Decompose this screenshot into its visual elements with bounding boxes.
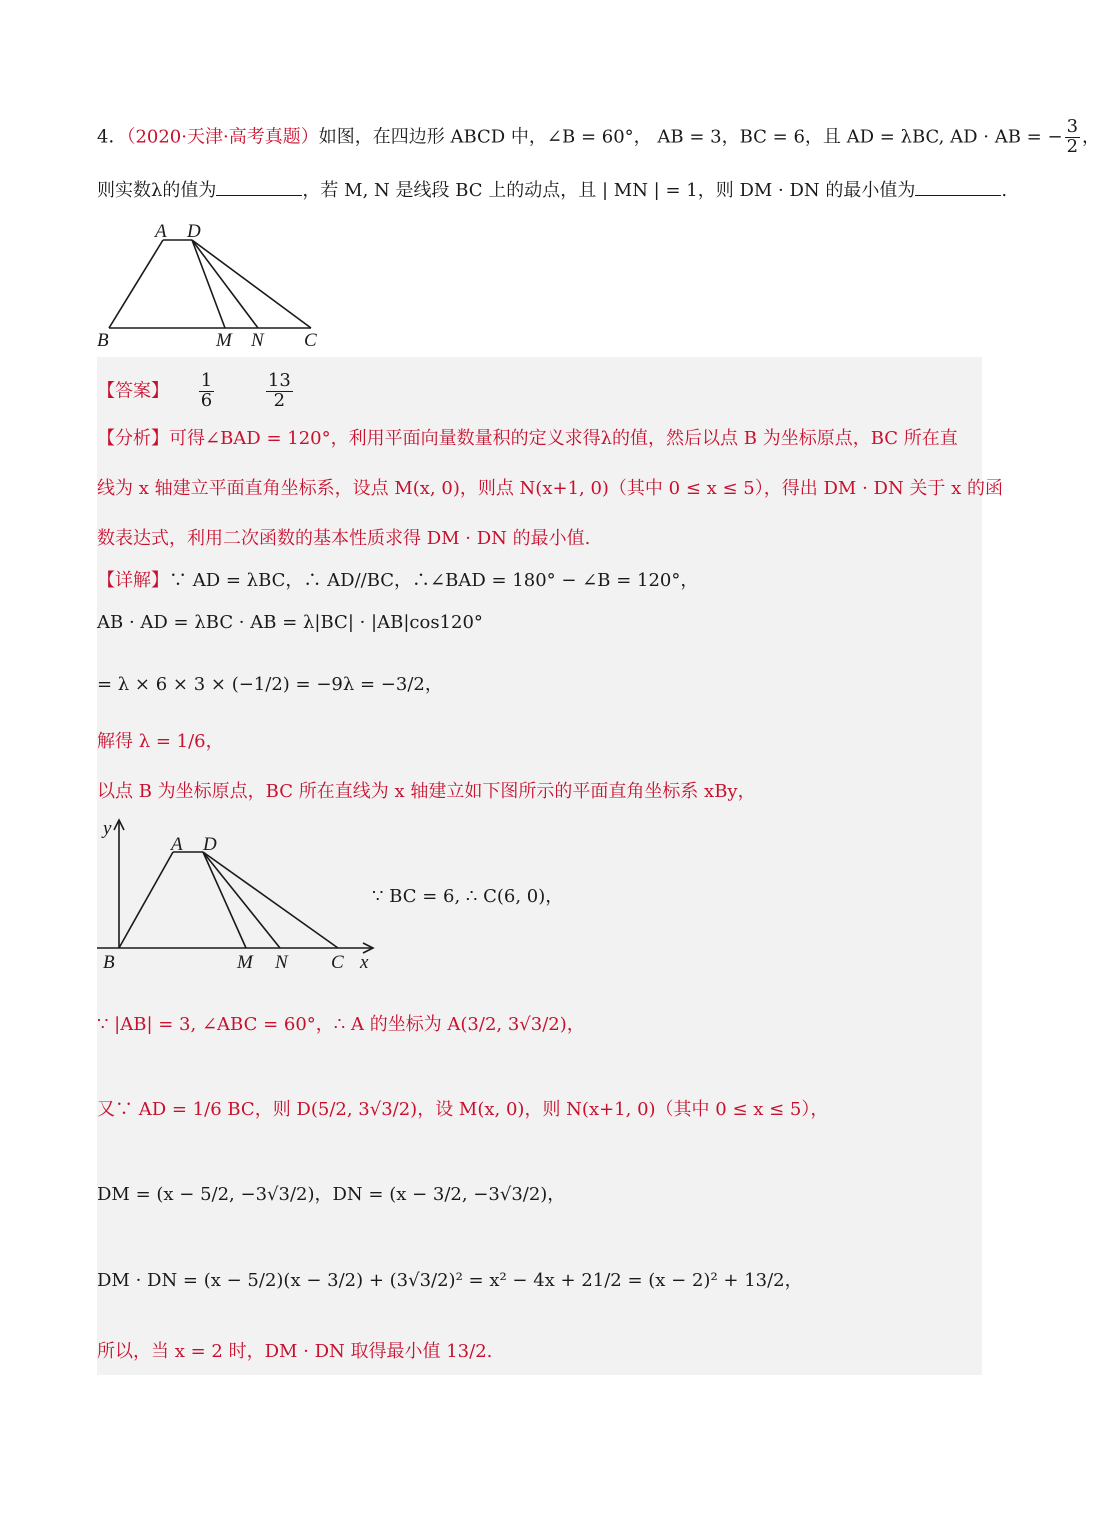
question-source: （2020·天津·高考真题）	[126, 126, 319, 148]
answer-row	[97, 372, 295, 411]
detail-line-6: ∵ BC = 6, ∴ C(6, 0)，	[372, 886, 564, 907]
answer-blank-2	[915, 194, 1001, 196]
answer-label: 【答案】	[97, 380, 169, 402]
label-B: B	[97, 330, 109, 351]
question-number: 4．	[97, 126, 127, 148]
detail-line-7: ∵ |AB| = 3, ∠ABC = 60°，∴ A 的坐标为 A(3/2, 3√3/2)，	[97, 1014, 585, 1035]
question-fraction: $\frac{3}{2}$	[1066, 116, 1079, 157]
axis-y-label: y	[103, 818, 112, 839]
label2-M: M	[237, 952, 253, 973]
label-A: A	[155, 221, 167, 242]
label-C: C	[304, 330, 317, 351]
label2-A: A	[171, 834, 183, 855]
analysis-line-2: 线为 x 轴建立平面直角坐标系，设点 M(x, 0)，则点 N(x+1, 0)（其中 0 ≤ x ≤ 5），得出 DM · DN 关于 x 的函	[97, 478, 1004, 499]
detail-line-8: 又∵ AD = 1/6 BC，则 D(5/2, 3√3/2)，设 M(x, 0)，则 N(x+1, 0)（其中 0 ≤ x ≤ 5），	[97, 1099, 829, 1120]
detail-line-3: = λ × 6 × 3 × (−1/2) = −9λ = −3/2，	[97, 674, 443, 695]
detail-line-11: 所以，当 x = 2 时，DM · DN 取得最小值 13/2.	[97, 1341, 493, 1362]
answer-blank-1	[216, 194, 302, 196]
analysis-line-3: 数表达式，利用二次函数的基本性质求得 DM · DN 的最小值.	[97, 528, 591, 549]
detail-line-9: DM = (x − 5/2, −3√3/2)，DN = (x − 3/2, −3√3/2)，	[97, 1184, 566, 1205]
label-M: M	[216, 330, 232, 351]
detail-label: 【详解】	[97, 570, 169, 591]
detail-line-2: AB · AD = λBC · AB = λ|BC| · |AB|cos120°	[97, 612, 483, 633]
analysis-label: 【分析】	[97, 428, 169, 449]
trapezoid-figure	[95, 218, 335, 354]
question-line-1: 4．（2020·天津·高考真题）如图，在四边形 ABCD 中，∠B = 60°， AB = 3，BC = 6，且 AD = λBC, AD · AB = − $\frac{3}{2}$ ，	[97, 116, 1100, 157]
detail-line-4: 解得 λ = 1/6，	[97, 731, 224, 752]
answer-value-2: $\frac{13}{2}$	[267, 370, 291, 411]
detail-line-10: DM · DN = (x − 5/2)(x − 3/2) + (3√3/2)² = x² − 4x + 21/2 = (x − 2)² + 13/2，	[97, 1270, 803, 1291]
detail-line-1: 【详解】∵ AD = λBC，∴ AD//BC，∴∠BAD = 180° − ∠B = 120°，	[97, 570, 699, 591]
label-N: N	[251, 330, 264, 351]
analysis-line-1: 【分析】可得∠BAD = 120°，利用平面向量数量积的定义求得λ的值，然后以点 B 为坐标原点，BC 所在直	[97, 428, 958, 449]
answer-value-1: $\frac{1}{6}$	[200, 370, 213, 411]
coordinate-figure	[95, 812, 380, 974]
detail-line-5: 以点 B 为坐标原点，BC 所在直线为 x 轴建立如下图所示的平面直角坐标系 xBy，	[97, 781, 756, 802]
question-line-2: 则实数λ的值为 ，若 M, N 是线段 BC 上的动点，且 | MN | = 1，则 DM · DN 的最小值为 .	[97, 180, 1008, 201]
label2-B: B	[103, 952, 115, 973]
question-text-1: 如图，在四边形 ABCD 中，∠B = 60°， AB = 3，BC = 6，且 AD = λBC, AD · AB = −	[318, 126, 1063, 148]
label2-N: N	[275, 952, 288, 973]
label2-D: D	[203, 834, 217, 855]
axis-x-label: x	[360, 952, 369, 973]
label2-C: C	[331, 952, 344, 973]
label-D: D	[187, 221, 201, 242]
